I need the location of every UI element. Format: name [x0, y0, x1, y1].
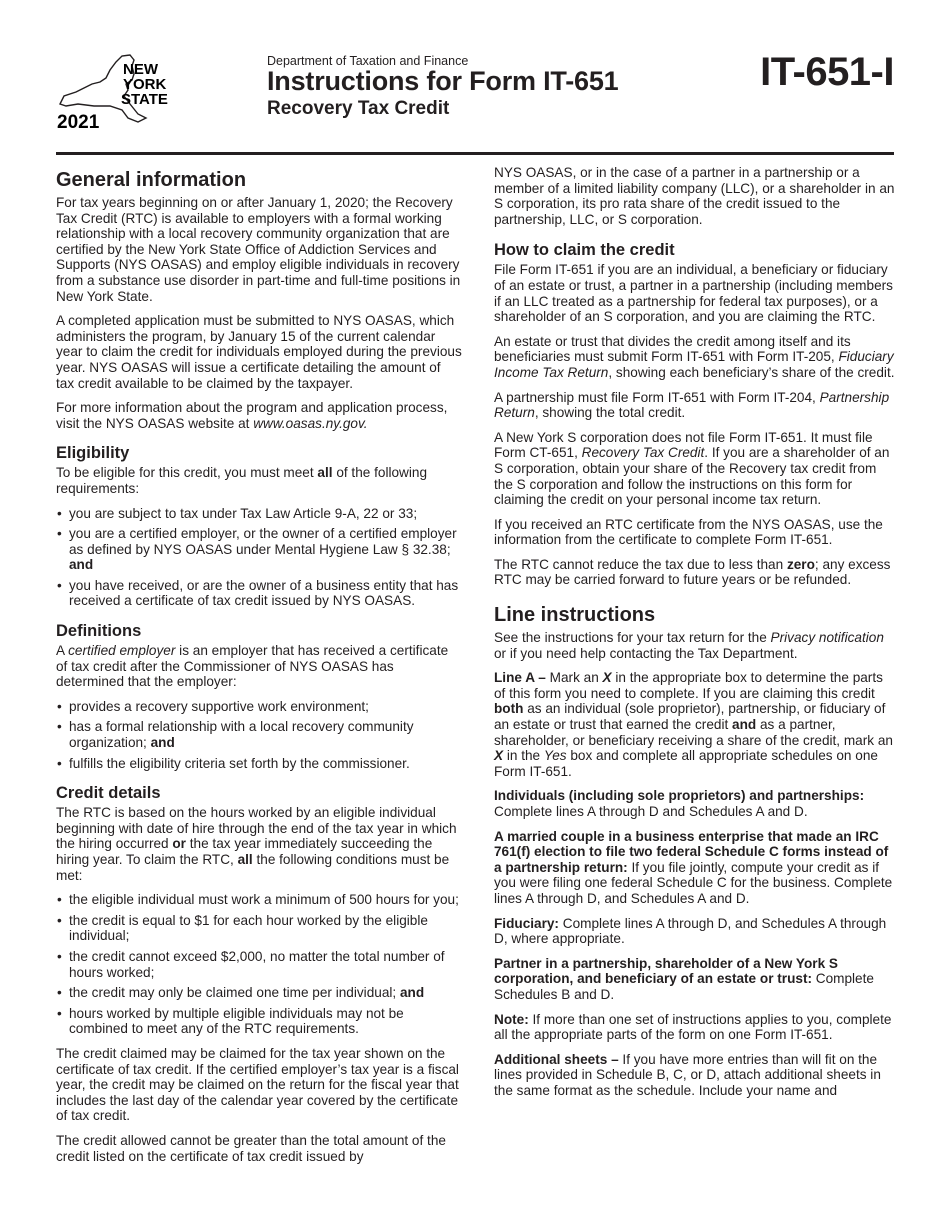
- partner-instructions: Partner in a partnership, shareholder of a New York S corporation, and beneficiary of an estate or trust: Complete Schedules B and D.: [494, 955, 874, 1002]
- eligibility-list: [56, 506, 462, 610]
- credit-details-heading: Credit details: [56, 784, 161, 803]
- eligibility-heading: Eligibility: [56, 444, 130, 463]
- left-column: [56, 165, 462, 1173]
- list-item: • the credit is equal to $1 for each hour worked by the eligible individual;: [56, 913, 462, 944]
- general-information-heading: General information: [56, 169, 247, 191]
- list-item: • you are subject to tax under Tax Law Article 9-A, 22 or 33;: [56, 506, 462, 522]
- form-number: IT-651-I: [760, 50, 894, 94]
- claim-paragraph-5: If you received an RTC certificate from the NYS OASAS, use the information from the certificate to complete Form IT-651.: [494, 516, 883, 548]
- page-header: [0, 0, 950, 160]
- credit-conditions-list: [56, 892, 462, 1037]
- how-to-claim-heading: How to claim the credit: [494, 241, 675, 260]
- logo-year: 2021: [57, 112, 100, 132]
- credit-details-intro: The RTC is based on the hours worked by an eligible individual beginning with date of hire through the end of the tax year in which the hiring occurred or the tax year immediately succeeding the hiring year. To claim the RTC, all the following conditions must be met:: [56, 805, 457, 883]
- page-subtitle: Recovery Tax Credit: [267, 98, 450, 119]
- list-item: • the credit cannot exceed $2,000, no matter the total number of hours worked;: [56, 949, 462, 980]
- list-item: • you are a certified employer, or the owner of a certified employer as defined by NYS OASAS under Mental Hygiene Law § 32.38; and: [56, 526, 462, 573]
- credit-paragraph-3: The credit allowed cannot be greater than the total amount of the credit listed on the certificate of tax credit issued by: [56, 1132, 446, 1164]
- line-a-instructions: Line A – Mark an X in the appropriate box to determine the parts of this form you need to complete. If you are claiming this credit both as an individual (sole proprietor), partnership, or fiduciary of an estate or trust that earned the credit and as a partner, shareholder, or beneficiary receiving a share of the credit, mark an X in the Yes box and complete all appropriate schedules on one Form IT-651.: [494, 670, 893, 779]
- credit-paragraph-2: The credit claimed may be claimed for the tax year shown on the certificate of tax credit. If the certified employer’s tax year is a fiscal year, the credit may be claimed on the return for the fiscal year that includes the last day of the calendar year covered by the certificate of tax credit.: [56, 1045, 459, 1124]
- note: Note: If more than one set of instructions applies to you, complete all the appropriate parts of the form on one Form IT-651.: [494, 1011, 892, 1043]
- eligibility-intro: To be eligible for this credit, you must meet all of the following requirements:: [56, 465, 428, 496]
- right-column: [494, 165, 898, 1108]
- claim-paragraph-1: File Form IT-651 if you are an individual, a beneficiary or fiduciary of an estate or trust, a partner in a partnership (including members if an LLC treated as a partnership for federal tax purposes), or a shareholder of an S corporation, and you are claiming the RTC.: [494, 262, 893, 325]
- general-paragraph-3: For more information about the program and application process, visit the NYS OASAS website at www.oasas.ny.gov.: [56, 400, 448, 431]
- logo-word-york: YORK: [123, 76, 167, 93]
- additional-sheets-instructions: Additional sheets – If you have more entries than will fit on the lines provided in Schedule B, C, or D, attach additional sheets in the same format as the schedule. Include your name and: [494, 1051, 881, 1098]
- general-paragraph-1: For tax years beginning on or after January 1, 2020; the Recovery Tax Credit (RTC) is available to employers with a formal working relationship with a local recovery community organization that are certified by the New York State Office of Addiction Services and Supports (NYS OASAS) and employ eligible individuals in recovery from a substance use disorder in part-time and full-time positions in New York State.: [56, 195, 461, 304]
- line-intro: See the instructions for your tax return for the Privacy notification or if you need help contacting the Tax Department.: [494, 630, 884, 661]
- line-instructions-heading: Line instructions: [494, 604, 656, 627]
- list-item: • provides a recovery supportive work environment;: [56, 699, 462, 715]
- header-divider: [56, 152, 894, 155]
- list-item: • fulfills the eligibility criteria set forth by the commissioner.: [56, 756, 462, 772]
- claim-paragraph-4: A New York S corporation does not file Form IT-651. It must file Form CT-651, Recovery Tax Credit. If you are a shareholder of an S corporation, obtain your share of the Recovery tax credit from the S corporation and follow the instructions on this form for claiming the credit on your personal income tax return.: [494, 429, 890, 508]
- logo-word-state: STATE: [121, 91, 168, 108]
- new-york-state-logo: [54, 52, 184, 132]
- oasas-website-link: www.oasas.ny.gov.: [253, 415, 368, 431]
- definitions-heading: Definitions: [56, 622, 142, 641]
- married-couple-instructions: A married couple in a business enterprise that made an IRC 761(f) election to file two federal Schedule C forms instead of a partnership return: If you file jointly, compute your credit as if you were filing one federal Schedule C for the business. Complete lines A through D, and Schedules A and D.: [494, 828, 893, 906]
- page-title: Instructions for Form IT-651: [267, 66, 619, 96]
- list-item: • hours worked by multiple eligible individuals may not be combined to meet any of the RTC requirements.: [56, 1006, 462, 1037]
- fiduciary-instructions: Fiduciary: Complete lines A through D, and Schedules A through D, where appropriate.: [494, 915, 887, 947]
- list-item: • you have received, or are the owner of a business entity that has received a certificate of tax credit issued by NYS OASAS.: [56, 578, 462, 609]
- definitions-list: [56, 699, 462, 771]
- claim-paragraph-2: An estate or trust that divides the credit among itself and its beneficiaries must submit Form IT-651 with Form IT-205, Fiduciary Income Tax Return, showing each beneficiary’s share of the credit.: [494, 333, 895, 380]
- list-item: • the eligible individual must work a minimum of 500 hours for you;: [56, 892, 462, 908]
- department-name: Department of Taxation and Finance: [267, 54, 469, 68]
- list-item: • the credit may only be claimed one time per individual; and: [56, 985, 462, 1001]
- logo-word-new: NEW: [123, 61, 158, 78]
- individuals-instructions: Individuals (including sole proprietors) and partnerships: Complete lines A through D and Schedules A and D.: [494, 788, 865, 819]
- list-item: • has a formal relationship with a local recovery community organization; and: [56, 719, 462, 750]
- claim-paragraph-6: The RTC cannot reduce the tax due to less than zero; any excess RTC may be carried forward to future years or be refunded.: [494, 556, 891, 588]
- general-paragraph-2: A completed application must be submitted to NYS OASAS, which administers the program, by January 15 of the current calendar year to claim the credit for individuals employed during the previous year. NYS OASAS will issue a certificate detailing the amount of tax credit available to be claimed by the taxpayer.: [56, 313, 462, 391]
- continued-paragraph: NYS OASAS, or in the case of a partner in a partnership or a member of a limited liability company (LLC), or a shareholder in an S corporation, its pro rata share of the credit issued to the partnership, LLC, or S corporation.: [494, 165, 895, 227]
- claim-paragraph-3: A partnership must file Form IT-651 with Form IT-204, Partnership Return, showing the total credit.: [494, 389, 890, 421]
- definitions-intro: A certified employer is an employer that has received a certificate of tax credit after the Commissioner of NYS OASAS has determined that the employer:: [56, 643, 449, 690]
